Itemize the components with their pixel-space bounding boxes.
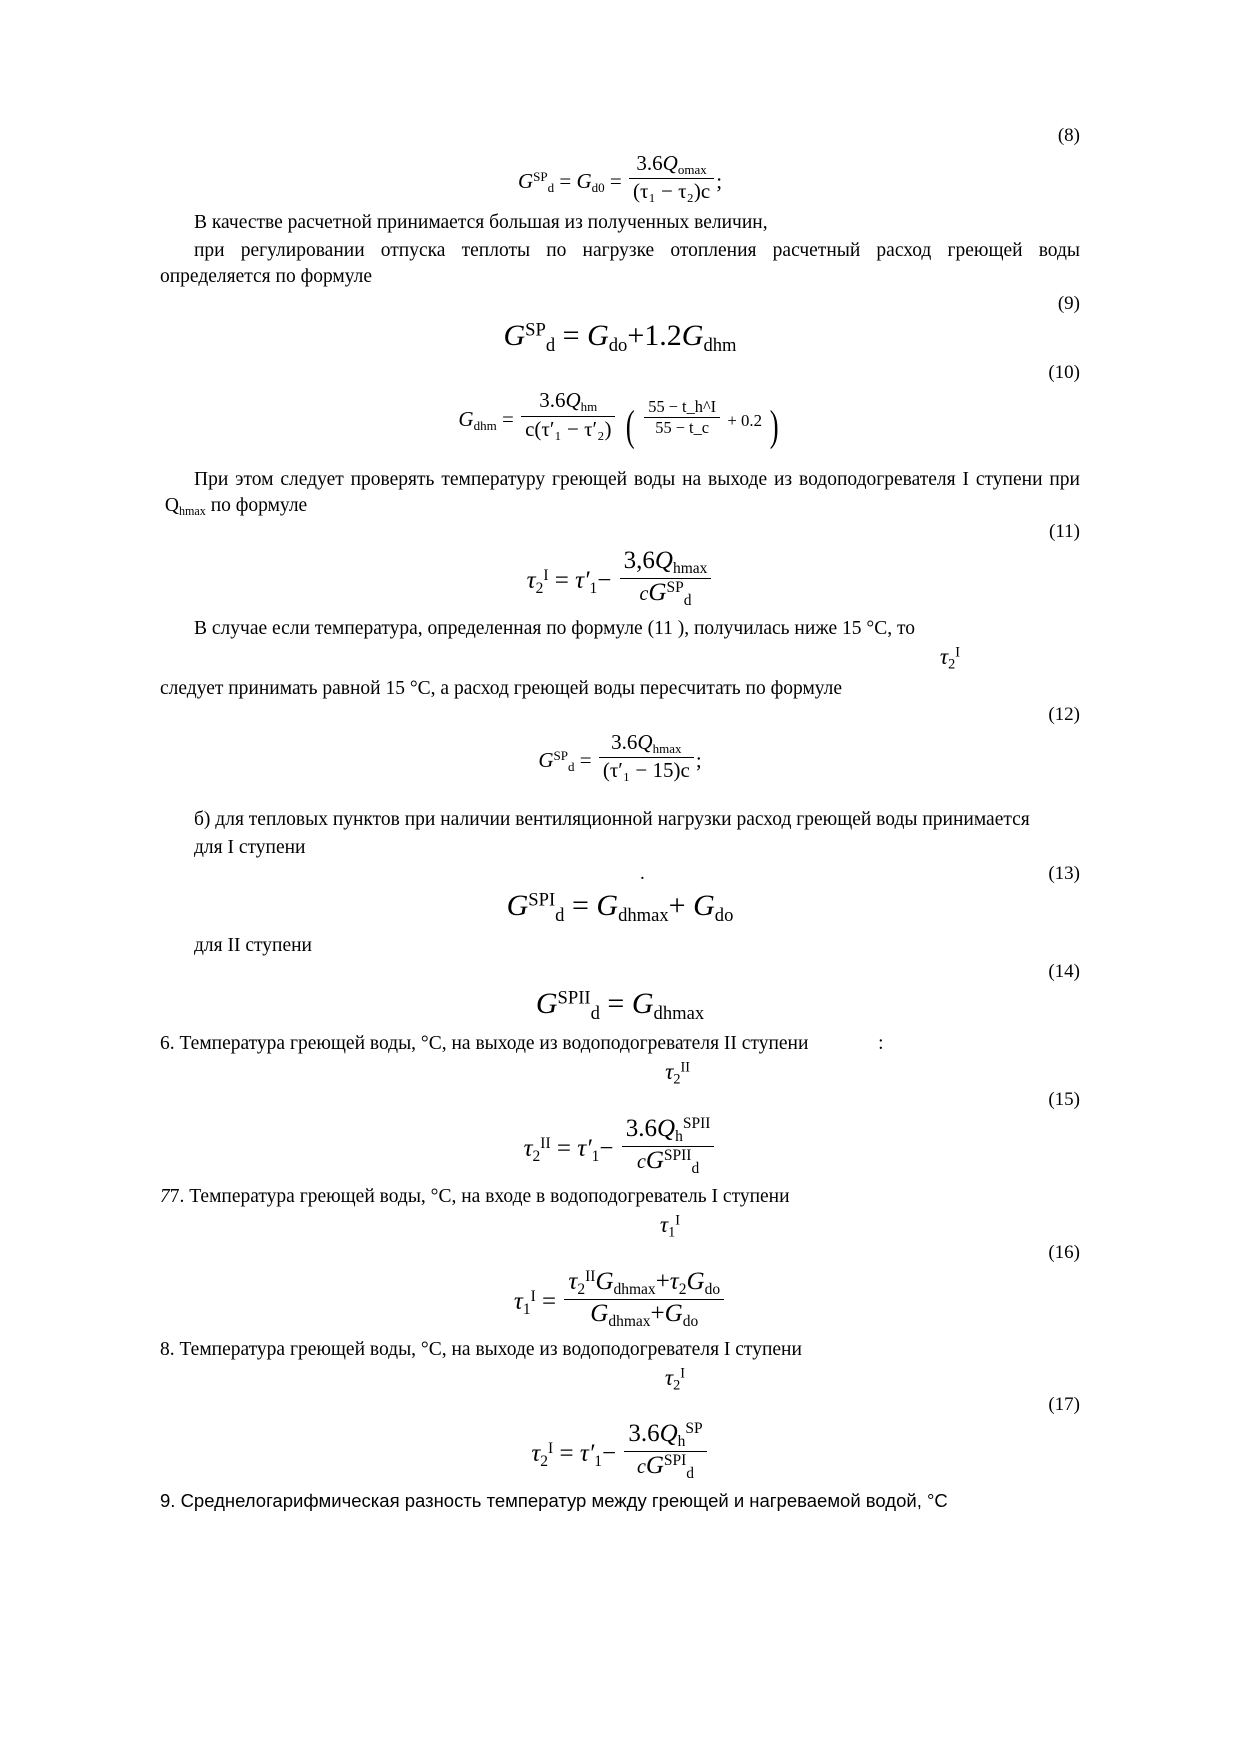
formula-16-num-tau-sup: II bbox=[585, 1267, 596, 1285]
paragraph-6: б) для тепловых пунктов при наличии вентиляционной нагрузки расход греющей воды принимается bbox=[194, 808, 1030, 830]
tau-symbol: τ bbox=[664, 1364, 674, 1390]
formula-12-lhs-sub: d bbox=[567, 759, 575, 774]
inline-symbol-tau2-II bbox=[160, 1059, 690, 1089]
formula-11-fraction bbox=[620, 547, 712, 610]
formula-12-tail: ; bbox=[695, 747, 702, 772]
equation-number-12: (12) bbox=[1048, 703, 1080, 725]
paragraph-3-part-a: При этом следует проверять температуру греющей воды на выходе из водоподогревателя I ступени при bbox=[194, 468, 1080, 490]
formula-16-denominator bbox=[564, 1299, 724, 1331]
tau-symbol: τ bbox=[659, 1211, 669, 1237]
paragraph-12: 9. Среднелогарифмическая разность температур между греющей и нагреваемой водой, °С bbox=[160, 1490, 948, 1512]
paragraph-1: В качестве расчетной принимается большая из полученных величин, bbox=[194, 212, 768, 234]
formula-15-equals: = bbox=[556, 1134, 571, 1162]
formula-17-den-g-sub: d bbox=[686, 1465, 695, 1483]
formula-13-g1-sub: dhmax bbox=[618, 905, 669, 927]
tau-sub: 2 bbox=[673, 1071, 681, 1088]
equation-number-9: (9) bbox=[1057, 292, 1080, 314]
formula-15-coef: 3.6 bbox=[625, 1114, 658, 1142]
formula-17-minus: − bbox=[601, 1440, 617, 1468]
formula-10-numerator bbox=[521, 388, 615, 415]
formula-15-den-g-sup: SPII bbox=[663, 1146, 692, 1164]
formula-14-rhs-g: G bbox=[631, 987, 654, 1021]
formula-11-denominator bbox=[620, 578, 712, 610]
stray-dot: . bbox=[640, 863, 645, 885]
formula-16-den-g2: G bbox=[664, 1299, 683, 1327]
equation-number-13-text: (13) bbox=[1048, 863, 1080, 885]
formula-10-inner-den: 55 − t_c bbox=[644, 417, 720, 438]
equation-number-16: (16) bbox=[1048, 1241, 1080, 1263]
paragraph-9 bbox=[160, 1031, 1080, 1057]
formula-17-den-g-sup: SPI bbox=[663, 1452, 687, 1470]
formula-15-q-sup: SPII bbox=[682, 1114, 711, 1132]
formula-13-g2-sub: do bbox=[714, 905, 734, 927]
formula-17-denominator bbox=[624, 1451, 706, 1483]
formula-11-den-g-sup: SP bbox=[666, 578, 684, 596]
formula-17-den-c: c bbox=[636, 1456, 646, 1479]
formula-12-fraction bbox=[599, 730, 694, 783]
formula-11-den-g-sub: d bbox=[683, 591, 692, 609]
formula-17-q-sub: h bbox=[677, 1433, 686, 1451]
formula-13-g2: G bbox=[693, 889, 715, 923]
formula-10-q: Q bbox=[565, 388, 581, 413]
formula-15-numerator bbox=[622, 1115, 715, 1146]
formula-17-rhs-tau: τ′ bbox=[579, 1440, 595, 1468]
formula-8-tail: ; bbox=[716, 169, 723, 194]
paragraph-10 bbox=[160, 1184, 1080, 1210]
formula-8-lhs-g: G bbox=[517, 169, 534, 194]
formula-12-denominator: (τ′₁ − 15)c bbox=[599, 757, 694, 783]
formula-15-rhs-tau: τ′ bbox=[577, 1134, 592, 1162]
formula-12-lhs-sup: SP bbox=[553, 748, 568, 764]
formula-13-lhs-sup: SPI bbox=[528, 889, 556, 911]
equation-number-17: (17) bbox=[1048, 1394, 1080, 1416]
formula-14-equals: = bbox=[607, 987, 625, 1021]
tau-sup: I bbox=[955, 644, 960, 661]
formula-11-lhs-sup: I bbox=[543, 566, 549, 584]
formula-17-lhs-sup: I bbox=[548, 1440, 554, 1458]
equation-number-15: (15) bbox=[1048, 1088, 1080, 1110]
paragraph-9-text: 6. Температура греющей воды, °С, на выходе из водоподогревателя II ступени bbox=[160, 1033, 809, 1055]
tau-sup: II bbox=[680, 1059, 690, 1076]
paragraph-7: для I ступени bbox=[194, 837, 306, 859]
formula-15-den-g-sub: d bbox=[691, 1159, 700, 1177]
formula-16-lhs-sub: 1 bbox=[522, 1300, 531, 1318]
formula-16-num-plus: + bbox=[655, 1267, 670, 1295]
formula-14-lhs-sub: d bbox=[590, 1003, 600, 1025]
paragraph-10-text: 7. Температура греющей воды, °С, на входе в водоподогреватель I ступени bbox=[169, 1185, 790, 1207]
formula-16-den-g1-sub: dhmax bbox=[608, 1312, 651, 1330]
formula-11-coef: 3,6 bbox=[623, 547, 655, 574]
inline-symbol-tau1-I bbox=[160, 1212, 680, 1242]
formula-15-lhs-sub: 2 bbox=[532, 1147, 541, 1165]
formula-9: $G^{SP}_d = G_{do}+1.2G_{dhm}$ bbox=[503, 318, 737, 356]
formula-17-equals: = bbox=[559, 1440, 574, 1468]
formula-11-equals: = bbox=[554, 567, 569, 594]
formula-12-numerator bbox=[599, 730, 694, 757]
formula-13-equals: = bbox=[571, 889, 589, 923]
formula-10-inner-add: + 0.2 bbox=[727, 410, 762, 430]
formula-15-den-c: c bbox=[636, 1150, 646, 1173]
formula-15-rhs-sub: 1 bbox=[591, 1147, 600, 1165]
formula-8-coef: 3.6 bbox=[636, 151, 663, 175]
formula-13-plus: + bbox=[668, 889, 686, 923]
inline-symbol-tau2-I-2 bbox=[160, 1365, 685, 1395]
formula-16-num-tau-sub: 2 bbox=[577, 1280, 586, 1298]
paragraph-3-part-b: по формуле bbox=[210, 494, 308, 516]
formula-17-coef: 3.6 bbox=[628, 1420, 660, 1448]
formula-16-num-tau2-sub: 2 bbox=[678, 1280, 687, 1298]
formula-13-g1: G bbox=[596, 889, 619, 923]
formula-16-den-g2-sub: do bbox=[682, 1312, 699, 1330]
formula-10-inner-num: 55 − t_h^I bbox=[648, 397, 717, 417]
formula-14-lhs-g: G bbox=[535, 987, 558, 1021]
formula-15-q-sub: h bbox=[675, 1127, 683, 1145]
formula-11-lhs-sub: 2 bbox=[535, 579, 544, 597]
formula-12-q-sub: hmax bbox=[652, 740, 682, 756]
paragraph-3-symbol bbox=[160, 495, 206, 516]
formula-15-den-g: G bbox=[645, 1146, 664, 1174]
formula-17-numerator bbox=[624, 1420, 706, 1451]
formula-16-numerator bbox=[564, 1268, 724, 1299]
equation-number-10: (10) bbox=[1048, 362, 1080, 384]
formula-8-fraction bbox=[629, 151, 714, 204]
formula-8-equals-1: = bbox=[559, 169, 572, 194]
formula-11-den-g: G bbox=[648, 579, 667, 606]
formula-11-minus: − bbox=[597, 567, 612, 594]
paragraph-11: 8. Температура греющей воды, °С, на выходе из водоподогревателя I ступени bbox=[160, 1338, 802, 1360]
formula-8-lhs-sub: d bbox=[547, 180, 555, 196]
formula-17-lhs-tau: τ bbox=[531, 1440, 541, 1468]
formula-10-equals: = bbox=[501, 406, 514, 431]
tau-sup: I bbox=[680, 1365, 685, 1382]
formula-16-den-plus: + bbox=[650, 1299, 665, 1327]
formula-17-fraction bbox=[624, 1420, 706, 1483]
equation-number-14: (14) bbox=[1048, 961, 1080, 983]
formula-16-num-g2: G bbox=[686, 1267, 705, 1295]
formula-16-num-tau2: τ bbox=[669, 1267, 679, 1295]
formula-10-open-paren: ( bbox=[625, 402, 635, 450]
formula-16-num-g1: G bbox=[595, 1267, 614, 1295]
formula-17-rhs-sub: 1 bbox=[594, 1453, 602, 1471]
paragraph-5: следует принимать равной 15 °С, а расход греющей воды пересчитать по формуле bbox=[160, 677, 843, 699]
paragraph-3 bbox=[160, 467, 1080, 519]
paragraph-2: при регулировании отпуска теплоты по нагрузке отопления расчетный расход греющей воды определяется по формуле bbox=[160, 240, 1080, 288]
paragraph-9-colon: : bbox=[878, 1033, 884, 1055]
formula-15-minus: − bbox=[599, 1134, 614, 1162]
formula-15-lhs-sup: II bbox=[540, 1134, 551, 1152]
formula-11-q: Q bbox=[654, 547, 673, 574]
paragraph-8: для II ступени bbox=[194, 935, 312, 957]
equation-number-13 bbox=[160, 863, 1080, 885]
formula-11-den-c: c bbox=[639, 583, 649, 605]
inline-symbol-tau2-I bbox=[160, 644, 960, 674]
formula-10-denominator: c(τ′₁ − τ′₂) bbox=[521, 416, 615, 442]
formula-11 bbox=[160, 547, 1080, 610]
formula-11-rhs-sub: 1 bbox=[589, 579, 598, 597]
formula-11-q-sub: hmax bbox=[672, 559, 708, 577]
formula-15 bbox=[160, 1115, 1080, 1178]
formula-16-num-g2-sub: do bbox=[704, 1280, 721, 1298]
equation-number-11: (11) bbox=[1049, 521, 1080, 542]
tau-sub: 2 bbox=[948, 656, 956, 673]
formula-11-rhs-tau: τ′ bbox=[575, 567, 590, 594]
formula-16-den-g1: G bbox=[590, 1299, 609, 1327]
formula-10 bbox=[160, 388, 1080, 450]
paragraph-10-number: 7 bbox=[160, 1185, 170, 1207]
paragraph-3-q-sub: hmax bbox=[178, 503, 206, 518]
formula-15-denominator bbox=[622, 1146, 715, 1178]
formula-14 bbox=[160, 987, 1080, 1025]
formula-10-inner-fraction bbox=[644, 397, 720, 438]
formula-16-lhs-sup: I bbox=[530, 1287, 536, 1305]
formula-13 bbox=[160, 889, 1080, 927]
formula-11-lhs-tau: τ bbox=[526, 567, 536, 594]
formula-8-gd0-sub: d0 bbox=[591, 180, 605, 196]
formula-14-rhs-sub: dhmax bbox=[653, 1003, 705, 1025]
formula-14-lhs-sup: SPII bbox=[557, 987, 591, 1009]
formula-8-equals-2: = bbox=[609, 169, 622, 194]
paragraph-3-q: Q bbox=[164, 494, 179, 516]
formula-15-fraction bbox=[622, 1115, 715, 1178]
formula-16 bbox=[160, 1268, 1080, 1331]
formula-13-lhs-sub: d bbox=[555, 905, 565, 927]
formula-15-lhs-tau: τ bbox=[523, 1134, 533, 1162]
formula-10-coef: 3.6 bbox=[539, 388, 566, 413]
formula-8-gd0: G bbox=[576, 169, 592, 194]
tau-sub: 2 bbox=[673, 1377, 681, 1394]
formula-17 bbox=[160, 1420, 1080, 1483]
formula-11-numerator bbox=[620, 547, 712, 578]
formula-13-lhs-g: G bbox=[506, 889, 529, 923]
formula-10-q-sub: hm bbox=[580, 399, 598, 415]
formula-8-q-sub: omax bbox=[677, 162, 707, 178]
formula-10-lhs: G bbox=[458, 406, 474, 431]
tau-sup: I bbox=[675, 1212, 680, 1229]
formula-12-lhs-g: G bbox=[538, 747, 554, 772]
formula-8 bbox=[160, 151, 1080, 204]
formula-17-den-g: G bbox=[645, 1452, 664, 1480]
formula-17-q-sup: SP bbox=[685, 1420, 703, 1438]
formula-15-q: Q bbox=[657, 1114, 676, 1142]
formula-16-lhs-tau: τ bbox=[513, 1287, 523, 1315]
formula-8-numerator bbox=[629, 151, 714, 178]
formula-17-q: Q bbox=[659, 1420, 678, 1448]
formula-8-denominator: (τ₁ − τ₂)c bbox=[629, 178, 714, 204]
formula-16-fraction bbox=[564, 1268, 724, 1331]
formula-16-num-tau: τ bbox=[568, 1267, 578, 1295]
formula-8-lhs-sup: SP bbox=[533, 169, 548, 185]
formula-16-equals: = bbox=[542, 1287, 557, 1315]
tau-symbol: τ bbox=[939, 644, 949, 670]
tau-symbol: τ bbox=[665, 1059, 674, 1085]
tau-sub: 1 bbox=[668, 1224, 676, 1241]
formula-10-close-paren: ) bbox=[769, 402, 779, 450]
formula-10-lhs-sub: dhm bbox=[473, 417, 497, 433]
formula-8-q: Q bbox=[662, 151, 678, 175]
paragraph-4: В случае если температура, определенная по формуле (11 ), получилась ниже 15 °С, то bbox=[194, 617, 915, 639]
formula-12-q: Q bbox=[637, 729, 653, 754]
formula-12-coef: 3.6 bbox=[611, 729, 638, 754]
formula-10-fraction bbox=[521, 388, 615, 441]
formula-12-equals: = bbox=[579, 747, 592, 772]
formula-16-num-g1-sub: dhmax bbox=[613, 1280, 656, 1298]
formula-12 bbox=[160, 730, 1080, 783]
equation-number-8: (8) bbox=[1057, 125, 1080, 146]
formula-17-lhs-sub: 2 bbox=[540, 1453, 549, 1471]
